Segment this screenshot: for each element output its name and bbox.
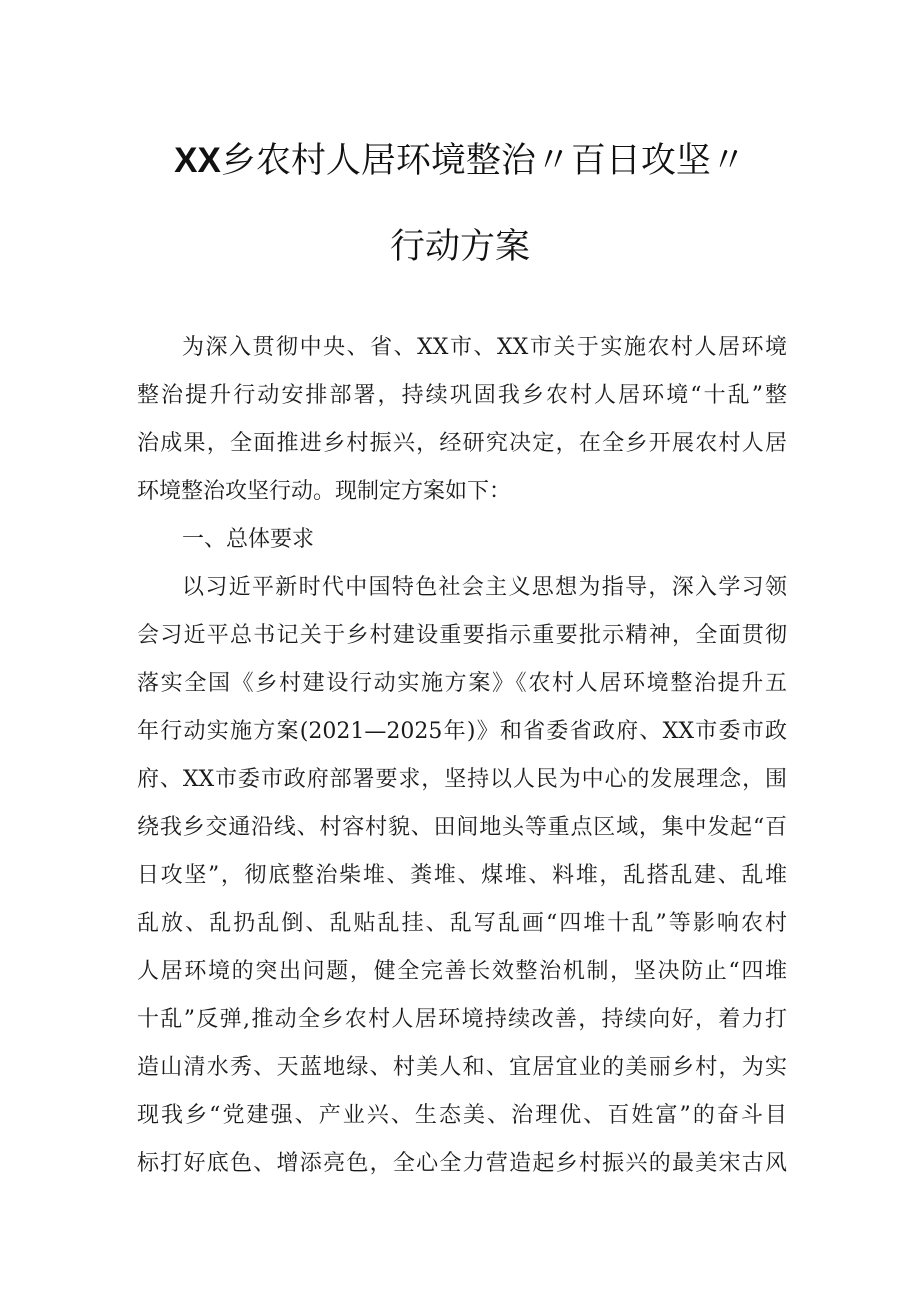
paragraph-line: 标打好底色、增添亮色，全心全力营造起乡村振兴的最美宋古风 [137,1151,787,1176]
paragraph-line: 以习近平新时代中国特色社会主义思想为指导，深入学习领 [182,575,787,600]
paragraph-line: 绕我乡交通沿线、村容村貌、田间地头等重点区域，集中发起“百 [137,815,787,840]
paragraph-line: 现我乡“党建强、产业兴、生态美、治理优、百姓富”的奋斗目 [137,1103,787,1128]
paragraph-line: 环境整治攻坚行动。现制定方案如下： [137,479,512,504]
paragraph-line: 会习近平总书记关于乡村建设重要指示重要批示精神，全面贯彻 [137,623,787,648]
paragraph-line: 为深入贯彻中央、省、XX市、XX市关于实施农村人居环境 [182,335,787,360]
paragraph-line: 日攻坚”，彻底整治柴堆、粪堆、煤堆、料堆，乱搭乱建、乱堆 [137,863,787,888]
title-main-text: 乡农村人居环境整治〃百日攻坚〃 [220,141,746,181]
paragraph-line: 造山清水秀、天蓝地绿、村美人和、宜居宜业的美丽乡村，为实 [137,1055,787,1080]
paragraph-line: 十乱”反弹,推动全乡农村人居环境持续改善，持续向好，着力打 [137,1007,787,1032]
paragraph-line: 乱放、乱扔乱倒、乱贴乱挂、乱写乱画“四堆十乱”等影响农村 [137,911,787,936]
paragraph-line: 整治提升行动安排部署，持续巩固我乡农村人居环境“十乱”整 [137,383,787,408]
title-prefix: XX [174,141,221,180]
document-title-line-2: 行动方案 [389,227,530,267]
paragraph-line: 人居环境的突出问题，健全完善长效整治机制，坚决防止“四堆 [137,959,787,984]
document-title-line-1 [0,139,920,183]
section-heading: 一、总体要求 [182,527,315,552]
paragraph-line: 治成果，全面推进乡村振兴，经研究决定，在全乡开展农村人居 [137,431,787,456]
paragraph-line: 府、XX市委市政府部署要求，坚持以人民为中心的发展理念，围 [137,767,787,792]
paragraph-line: 年行动实施方案(2021—2025年)》和省委省政府、XX市委市政 [137,719,787,744]
paragraph-line: 落实全国《乡村建设行动实施方案》《农村人居环境整治提升五 [137,671,787,696]
